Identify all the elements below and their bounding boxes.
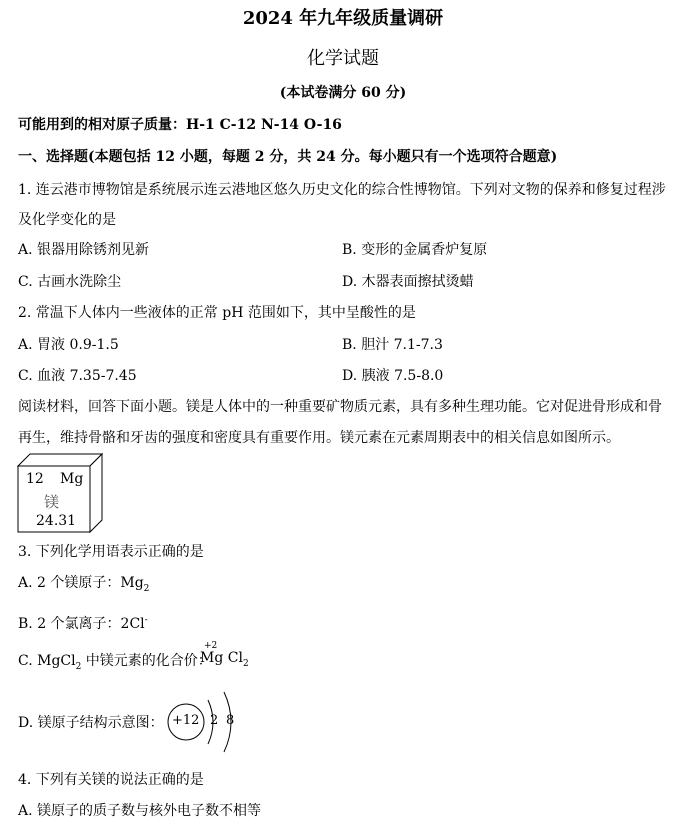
option-b-text: B. 2 个氯离子：2Cl [18, 616, 145, 632]
question-2-option-d[interactable]: D. 胰液 7.5-8.0 [342, 368, 444, 384]
question-4-stem: 4. 下列有关镁的说法正确的是 [18, 772, 204, 788]
question-3-option-a[interactable] [18, 572, 149, 594]
question-4-option-a[interactable]: A. 镁原子的质子数与核外电子数不相等 [18, 803, 262, 819]
element-atomic-mass: 24.31 [36, 513, 77, 529]
question-2-option-b[interactable]: B. 胆汁 7.1-7.3 [342, 337, 443, 353]
question-2-stem: 2. 常温下人体内一些液体的正常 pH 范围如下，其中呈酸性的是 [18, 305, 416, 321]
valence-formula [200, 642, 260, 672]
score-note: (本试卷满分 60 分) [279, 85, 407, 101]
question-1-option-c[interactable]: C. 古画水洗除尘 [18, 274, 122, 290]
question-3-option-d[interactable]: D. 镁原子结构示意图： [18, 715, 164, 731]
question-1-stem-line1: 1. 连云港市博物馆是系统展示连云港地区悠久历史文化的综合性博物馆。下列对文物的保养和修复过程涉 [18, 182, 666, 198]
element-symbol: Mg [60, 471, 84, 487]
section-heading: 一、选择题(本题包括 12 小题，每题 2 分，共 24 分。每小题只有一个选项符合题意) [18, 149, 558, 165]
question-1-option-d[interactable]: D. 木器表面擦拭烫蜡 [342, 274, 474, 290]
question-1-option-b[interactable]: B. 变形的金属香炉复原 [342, 242, 488, 258]
question-3-stem: 3. 下列化学用语表示正确的是 [18, 544, 204, 560]
periodic-element-card [16, 452, 104, 534]
question-2-option-c[interactable]: C. 血液 7.35-7.45 [18, 368, 137, 384]
exam-subtitle: 化学试题 [307, 48, 379, 69]
element-name: 镁 [44, 493, 60, 511]
atomic-masses: 可能用到的相对原子质量：H-1 C-12 N-14 O-16 [18, 117, 342, 133]
option-c-subscript: 2 [75, 661, 82, 672]
option-a-subscript: 2 [143, 583, 150, 594]
option-b-superscript: - [144, 615, 148, 626]
option-c-text-2: 中镁元素的化合价： [81, 653, 212, 669]
question-2-option-a[interactable]: A. 胃液 0.9-1.5 [18, 337, 119, 353]
formula-text [200, 650, 249, 669]
valence-charge: +2 [204, 641, 218, 651]
exam-title: 2024 年九年级质量调研 [242, 8, 444, 29]
question-3-option-b[interactable] [18, 613, 148, 633]
shell-2-electrons: 8 [226, 713, 235, 728]
shell-1-electrons: 2 [210, 713, 219, 728]
question-1-option-a[interactable]: A. 银器用除锈剂见新 [18, 242, 150, 258]
formula-main: Mg Cl [200, 650, 243, 666]
element-atomic-number: 12 [26, 471, 44, 487]
question-1-stem-line2: 及化学变化的是 [18, 212, 116, 228]
reading-line1: 阅读材料，回答下面小题。镁是人体中的一种重要矿物质元素，具有多种生理功能。它对促进骨形成和骨 [18, 399, 662, 415]
formula-subscript: 2 [242, 658, 249, 669]
option-a-text: A. 2 个镁原子：Mg [18, 575, 144, 591]
option-c-text: C. MgCl [18, 653, 76, 669]
nucleus-charge: +12 [172, 713, 200, 728]
question-3-option-c[interactable] [18, 650, 212, 672]
atom-structure-diagram [164, 690, 244, 754]
reading-line2: 再生，维持骨骼和牙齿的强度和密度具有重要作用。镁元素在元素周期表中的相关信息如图所示。 [18, 430, 620, 446]
